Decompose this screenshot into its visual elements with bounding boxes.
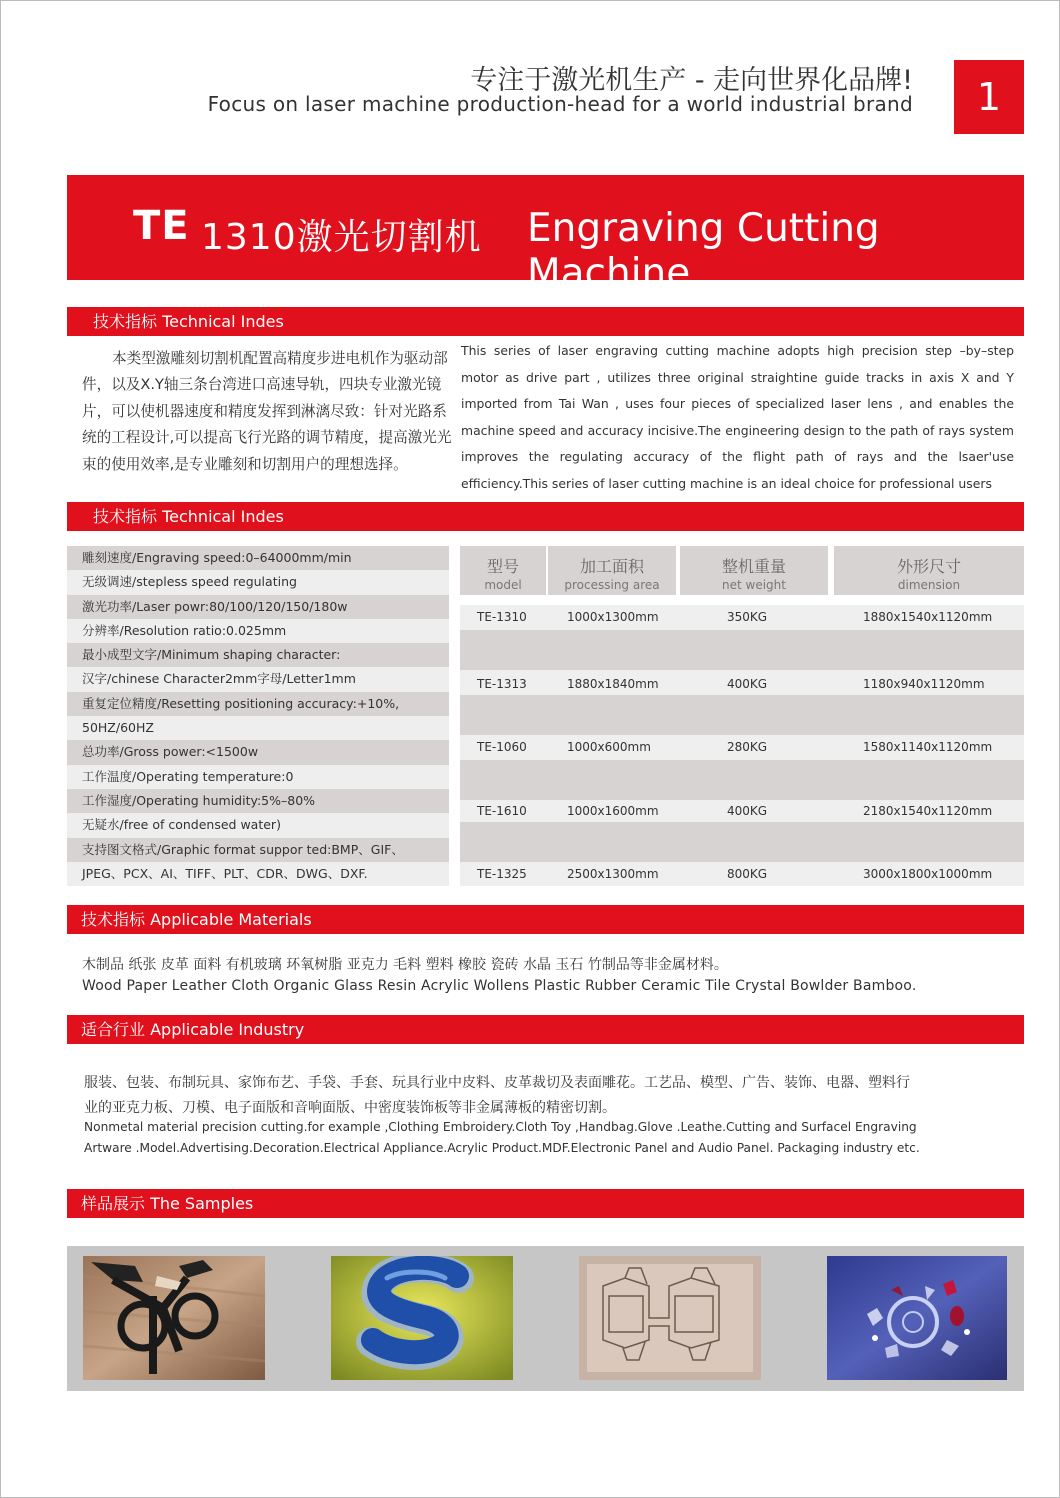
table-row [460, 867, 1024, 883]
spec-row: 激光功率/Laser powr:80/100/120/150/180w [67, 595, 449, 619]
table-cell: 2500x1300mm [567, 867, 659, 881]
spec-row: 50HZ/60HZ [67, 716, 449, 740]
header-label-en: processing area [564, 578, 660, 592]
spec-row: 分辨率/Resolution ratio:0.025mm [67, 619, 449, 643]
spec-row: 无级调速/stepless speed regulating [67, 570, 449, 594]
materials-chinese: 木制品 纸张 皮革 面料 有机玻璃 环氧树脂 亚克力 毛料 塑料 橡胶 瓷砖 水晶 玉石 竹制品等非金属材料。 [82, 957, 728, 973]
table-cell: 800KG [727, 867, 768, 881]
table-cell: 1580x1140x1120mm [863, 740, 993, 754]
table-cell: 3000x1800x1000mm [863, 867, 993, 881]
intro-english: This series of laser engraving cutting machine adopts high precision step –by–step motor as drive part , utilizes three original straightine guide tracks in axis X and Y imported from Tai Wan , uses four pieces of specialized laser lens , and enables the machine speed and accuracy incisive.The engineering design to the path of rays system improves the regulating accuracy of the flight path of rays and the lsaer'use efficiency.This series of laser cutting machine is an ideal choice for professional users [461, 343, 1014, 491]
title-model-prefix: TE [133, 203, 190, 249]
intro-chinese [82, 346, 456, 478]
page-number: 1 [954, 60, 1024, 134]
spec-row: 重复定位精度/Resetting positioning accuracy:+10%, [67, 692, 449, 716]
table-cell: 1000x1600mm [567, 804, 659, 818]
header-label-cn: 整机重量 [721, 557, 786, 576]
spec-row: 工作湿度/Operating humidity:5%–80% [67, 789, 449, 813]
spec-list [67, 546, 449, 886]
table-cell: TE-1610 [477, 804, 527, 818]
title-english: Engraving Cutting Machine [527, 206, 880, 296]
industry-english-line-2: Artware .Model.Advertising.Decoration.Electrical Appliance.Acrylic Product.MDF.Electronic Panel and Audio Panel. Packaging industry etc. [84, 1141, 920, 1155]
table-header-cell [680, 546, 828, 595]
table-cell: 350KG [727, 610, 768, 624]
table-cell: TE-1310 [477, 610, 527, 624]
header-label-en: model [484, 578, 522, 592]
header-label-cn: 型号 [486, 557, 519, 576]
title-banner [67, 175, 1024, 296]
spec-row: 无疑水/free of condensed water) [67, 813, 449, 837]
spec-row: 支持图文格式/Graphic format suppor ted:BMP、GIF、 [67, 838, 449, 862]
sample-photo-wood-bike [83, 1256, 265, 1380]
table-header-cell [834, 546, 1024, 595]
model-table [460, 546, 1024, 886]
slogan-english: Focus on laser machine production-head for a world industrial brand [207, 92, 913, 116]
table-cell: TE-1325 [477, 867, 527, 881]
table-cell: 1880x1840mm [567, 677, 659, 691]
spec-row: 汉字/chinese Character2mm字母/Letter1mm [67, 667, 449, 691]
table-cell: 1000x1300mm [567, 610, 659, 624]
sample-photo-acrylic-pieces [827, 1256, 1007, 1380]
samples-strip [67, 1246, 1024, 1391]
table-cell: 1880x1540x1120mm [863, 610, 993, 624]
header-label-cn: 加工面积 [579, 557, 644, 576]
header-label-en: net weight [722, 578, 786, 592]
table-row [460, 610, 1024, 626]
table-header-cell [460, 546, 546, 595]
table-row [460, 677, 1024, 693]
intro-chinese-text: 本类型激雕刻切割机配置高精度步进电机作为驱动部件，以及X.Y轴三条台湾进口高速导轨，四块专业激光镜片，可以使机器速度和精度发挥到淋漓尽致：针对光路系统的工程设计,可以提高飞行光路的调节精度，提高激光光束的使用效率,是专业雕刻和切割用户的理想选择。 [82, 350, 452, 473]
title-chinese: 1310激光切割机 [201, 217, 482, 258]
section-header-samples: 样品展示 The Samples [67, 1189, 1024, 1218]
table-cell: 400KG [727, 677, 768, 691]
table-header-cell [548, 546, 676, 595]
spec-row: JPEG、PCX、AI、TIFF、PLT、CDR、DWG、DXF. [67, 862, 449, 886]
sample-photo-cut-board [579, 1256, 761, 1380]
table-cell: 2180x1540x1120mm [863, 804, 993, 818]
table-stripe [460, 760, 1024, 800]
industry-english-line-1: Nonmetal material precision cutting.for example ,Clothing Embroidery.Cloth Toy ,Handbag.Glove .Leathe.Cutting and Surfacel Engraving [84, 1120, 917, 1134]
table-cell: TE-1060 [477, 740, 527, 754]
spec-row: 最小成型文字/Minimum shaping character: [67, 643, 449, 667]
section-header-materials: 技术指标 Applicable Materials [67, 905, 1024, 934]
section-header-technical-1: 技术指标 Technical Indes [67, 307, 1024, 336]
table-cell: 280KG [727, 740, 768, 754]
spec-row: 雕刻速度/Engraving speed:0–64000mm/min [67, 546, 449, 570]
table-stripe [460, 822, 1024, 862]
header-label-en: dimension [897, 578, 961, 592]
industry-chinese-line-2: 业的亚克力板、刀模、电子面版和音响面版、中密度装饰板等非金属薄板的精密切割。 [84, 1100, 616, 1116]
table-stripe [460, 630, 1024, 670]
spec-row: 总功率/Gross power:<1500w [67, 740, 449, 764]
table-cell: 1000x600mm [567, 740, 651, 754]
table-cell: TE-1313 [477, 677, 527, 691]
industry-chinese-line-1: 服装、包装、布制玩具、家饰布艺、手袋、手套、玩具行业中皮料、皮革裁切及表面雕花。工艺品、模型、广告、装饰、电器、塑料行 [84, 1075, 910, 1091]
header-label-cn: 外形尺寸 [896, 557, 961, 576]
table-row [460, 740, 1024, 756]
table-cell: 1180x940x1120mm [863, 677, 985, 691]
table-row [460, 804, 1024, 820]
slogan-chinese: 专注于激光机生产 - 走向世界化品牌! [470, 65, 913, 96]
section-header-industry: 适合行业 Applicable Industry [67, 1015, 1024, 1044]
spec-row: 工作温度/Operating temperature:0 [67, 765, 449, 789]
section-header-technical-2: 技术指标 Technical Indes [67, 502, 1024, 531]
table-stripe [460, 695, 1024, 735]
materials-english: Wood Paper Leather Cloth Organic Glass Resin Acrylic Wollens Plastic Rubber Ceramic Tile Crystal Bowlder Bamboo. [82, 978, 917, 994]
table-cell: 400KG [727, 804, 768, 818]
sample-photo-acrylic-letter-s [331, 1256, 513, 1380]
